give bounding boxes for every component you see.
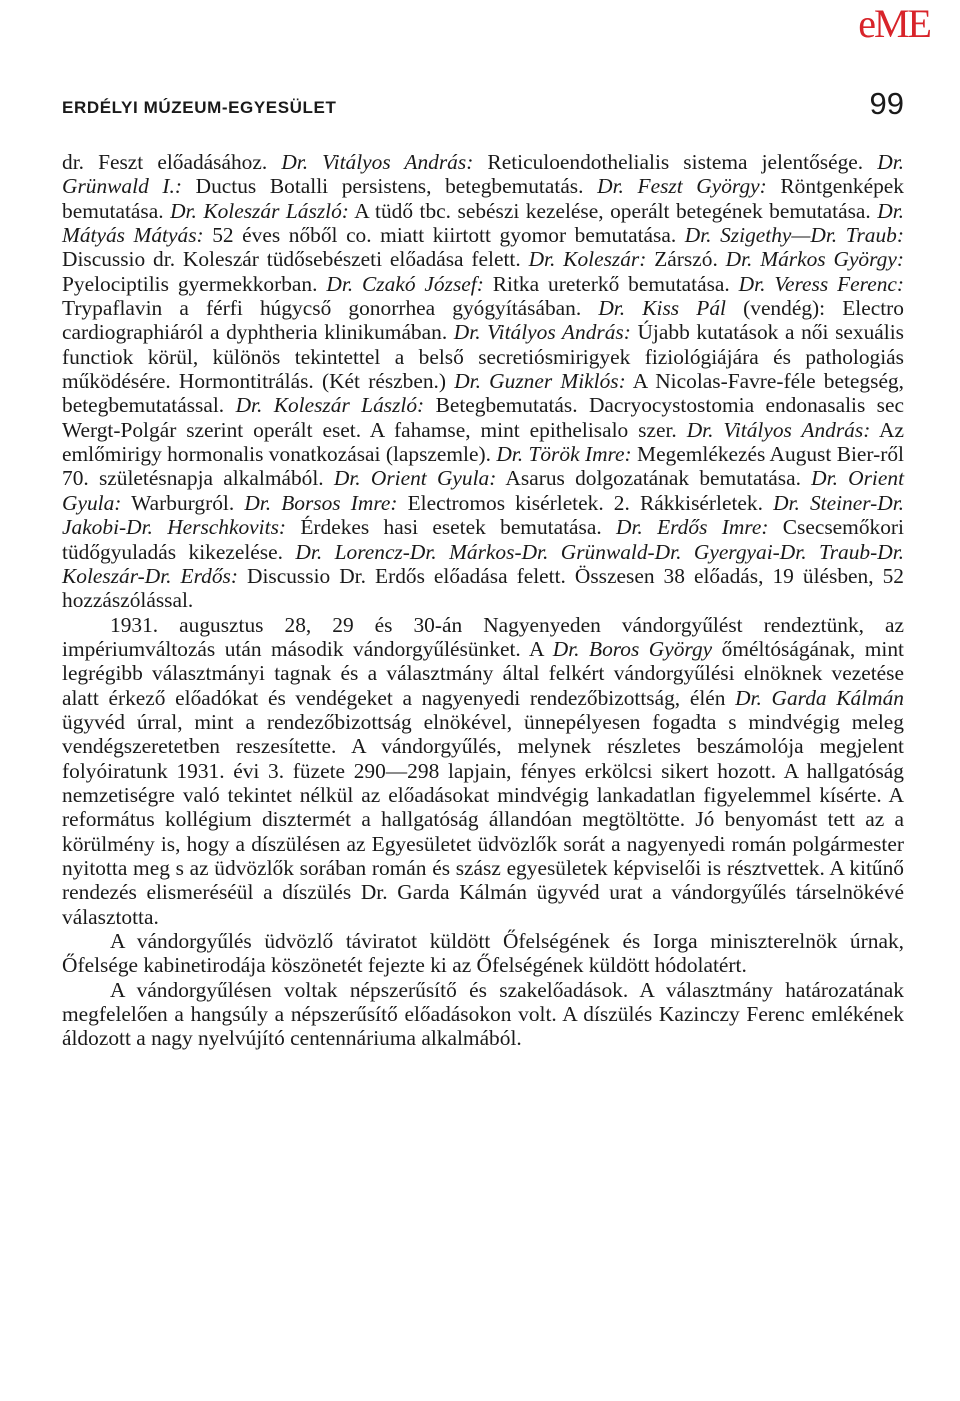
- text-run: Csecsemőkori tüdőgyuladás kikezelése.: [62, 515, 904, 564]
- text-run: A tüdő tbc. sebészi kezelése, operált betegének bemutatása.: [348, 198, 878, 223]
- author-name: Dr. Lorencz-Dr. Márkos-Dr. Grünwald-Dr. Gyergyai-Dr. Traub-Dr. Koleszár-Dr. Erdős:: [62, 539, 904, 588]
- author-name: Dr. Orient Gyula:: [62, 466, 905, 515]
- author-name: Dr. Erdős Imre:: [616, 515, 769, 540]
- publisher-logo: eME: [858, 1, 930, 46]
- author-name: Dr. Vitályos András:: [686, 417, 871, 442]
- author-name: Dr. Grünwald I.:: [62, 150, 904, 199]
- text-run: Electromos kisérletek. 2. Rákkisérletek.: [397, 490, 774, 515]
- author-name: Dr. Vitályos András:: [453, 320, 631, 345]
- author-name: Dr. Boros György: [552, 636, 713, 661]
- text-run: A vándorgyűlés üdvözlő táviratot küldött Őfelségének és Iorga miniszterelnök úrnak, Őfelsége kabinetirodája köszönetét fejezte ki az Őfelségének küldött hódolatért.: [62, 929, 904, 978]
- text-run: Pyelociptilis gyermekkorban.: [62, 271, 327, 296]
- body-text: [62, 150, 904, 1051]
- text-run: Röntgenképek bemutatása.: [62, 174, 904, 223]
- author-name: Dr. Czakó József:: [326, 271, 484, 296]
- author-name: Dr. Koleszár László:: [235, 393, 425, 418]
- author-name: Dr. Borsos Imre:: [244, 490, 398, 515]
- text-run: Ductus Botalli persistens, betegbemutatás.: [182, 174, 598, 199]
- author-name: Dr. Orient Gyula:: [333, 466, 497, 491]
- text-run: A vándorgyűlésen voltak népszerűsítő és szakelőadások. A választmány határozatának megfelelően a hangsúly a népszerűsítő előadásokon volt. A díszülés Kazinczy Ferenc emlékének áldozott a nagy nyelvújító centennáriuma alkalmából.: [62, 977, 904, 1051]
- author-name: Dr. Veress Ferenc:: [738, 271, 905, 296]
- author-name: Dr. Szigethy—Dr. Traub:: [684, 223, 904, 248]
- author-name: Dr. Guzner Miklós:: [454, 369, 626, 394]
- author-name: Dr. Kiss Pál: [598, 296, 726, 321]
- text-run: Asarus dolgozatának bemutatása.: [496, 466, 812, 491]
- page-number: 99: [869, 86, 904, 121]
- text-run: Megemlékezés August Bier-ről 70. születésnapja alkalmából.: [62, 442, 904, 491]
- text-run: Újabb kutatások a női sexuális functiok körül, különös tekintettel a belső secretiósmirigyek fiziológiájára és pathologiás működésére. Hormontitrálás. (Két részben.): [62, 320, 904, 394]
- author-name: Dr. Garda Kálmán: [735, 685, 904, 710]
- running-head: [62, 86, 904, 122]
- text-run: 1931. augusztus 28, 29 és 30-án Nagyenyeden vándorgyűlést rendeztünk, az impériumváltozás után második vándorgyűlésünket. A: [62, 612, 904, 661]
- text-run: Reticuloendothelialis sistema jelentősége.: [473, 150, 878, 174]
- text-run: (vendég): Electro cardiographiáról a dyphtheria klinikumában.: [62, 296, 904, 345]
- text-run: dr. Feszt előadásához.: [62, 150, 282, 174]
- text-run: A Nicolas-Favre-féle betegség, betegbemutatással.: [62, 369, 904, 418]
- author-name: Dr. Mátyás Mátyás:: [62, 198, 904, 248]
- author-name: Dr. Török Imre:: [496, 442, 632, 467]
- author-name: Dr. Feszt György:: [597, 174, 767, 199]
- paragraph: [62, 613, 904, 929]
- author-name: Dr. Steiner-Dr. Jakobi-Dr. Herschkovits:: [62, 490, 904, 540]
- text-run: Warburgról.: [121, 490, 245, 515]
- text-run: Discussio dr. Koleszár tüdősebészeti előadása felett.: [62, 247, 529, 272]
- text-run: Érdekes hasi esetek bemutatása.: [286, 515, 617, 540]
- text-run: Trypaflavin a férfi húgycső gonorrhea gyógyításában.: [62, 296, 599, 321]
- journal-title: ERDÉLYI MÚZEUM-EGYESÜLET: [62, 98, 337, 117]
- text-run: őméltóságának, mint legrégibb választmányi tagnak és a választmány által felkért vándorgyűlési elnöknek vezetése alatt érkező előadókat és vendégeket a nagyenyedi rendezőbizottság, élén: [62, 636, 904, 710]
- paragraph: [62, 978, 904, 1051]
- text-run: Discussio Dr. Erdős előadása felett. Összesen 38 előadás, 19 ülésben, 52 hozzászólással.: [62, 563, 905, 613]
- text-run: Betegbemutatás. Dacryocystostomia endonasalis sec Wergt-Polgár szerint operált eset. A fahamse, mint epithelisalo szer.: [62, 393, 904, 442]
- author-name: Dr. Koleszár:: [528, 247, 647, 272]
- paragraph: [62, 150, 904, 613]
- text-run: Az emlőmirigy hormonalis vonatkozásai (lapszemle).: [62, 417, 905, 467]
- text-run: ügyvéd úrral, mint a rendezőbizottság elnökével, ünnepélyesen fogadta s mindvégig meleg vendégszeretetben reszesítette. A vándorgyűlés, melynek részletes beszámolója megjelent folyóiratunk 1931. évi 3. füzete 290—298 lapjain, fényes erkölcsi sikert hozott. A hallgatóság nemzetiségre való tekintet nélkül az előadásokat mindvégig lankadatlan figyelemmel kísérte. A református kollégium disztermét a hallgatóság állandóan megtöltötte. Jó benyomást tett az a körülmény is, hogy a díszülésen az Egyesületet üdvözlők sorát a nagyenyedi román polgármester nyitotta meg s az üdvözlők sorában román és szász egyesületek képviselői is résztvettek. A kitűnő rendezés elismeréséül a díszülés Dr. Garda Kálmán ügyvéd urat a vándorgyűlés társelnökévé választotta.: [62, 709, 904, 929]
- author-name: Dr. Vitályos András:: [281, 150, 474, 174]
- paragraph: [62, 929, 904, 978]
- text-run: Ritka ureterkő bemutatása.: [483, 271, 739, 296]
- text-run: Zárszó.: [646, 247, 726, 272]
- author-name: Dr. Márkos György:: [725, 247, 904, 272]
- author-name: Dr. Koleszár László:: [170, 198, 349, 223]
- text-run: 52 éves nőből co. miatt kiirtott gyomor bemutatása.: [203, 223, 685, 248]
